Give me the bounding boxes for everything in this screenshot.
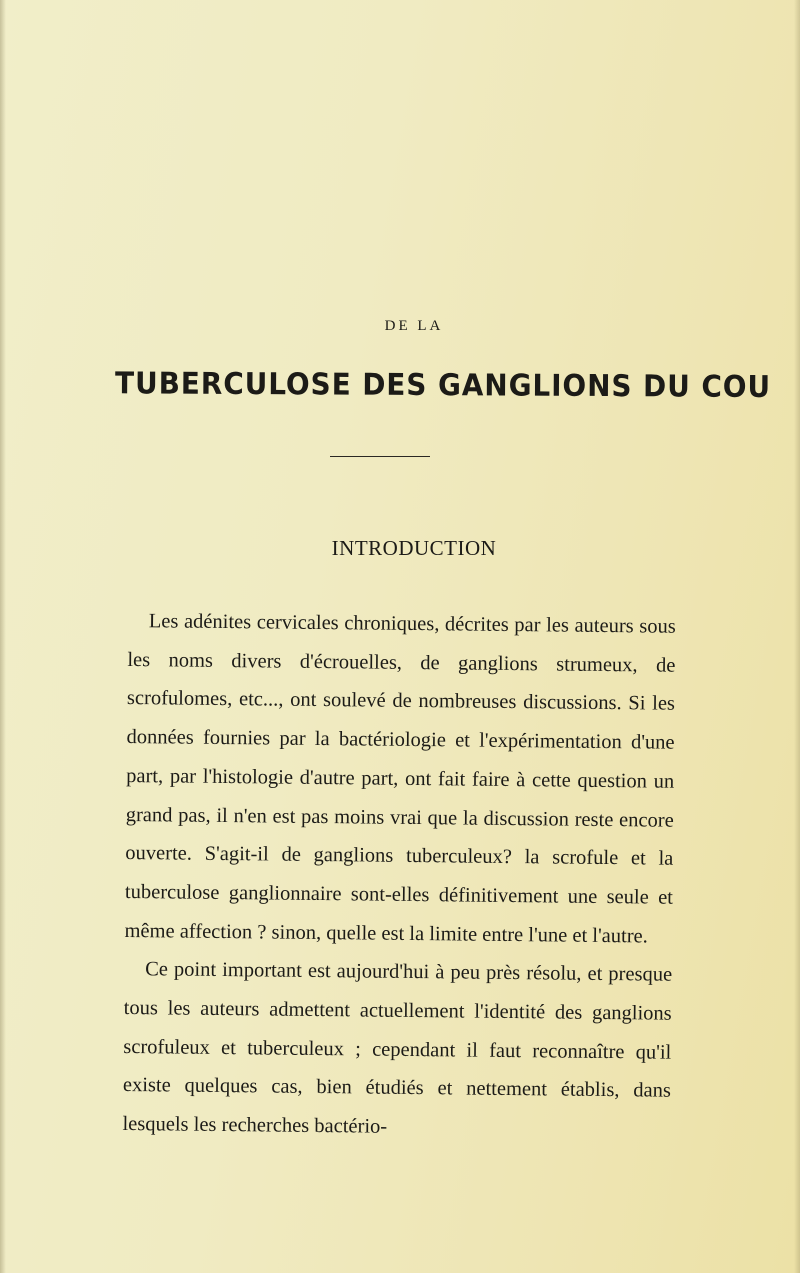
body-text	[122, 602, 676, 1150]
paragraph-2: Ce point important est aujourd'hui à peu près résolu, et presque tous les auteurs admettent actuellement l'identité des ganglions scrofuleux et tuberculeux ; cependant il faut reconnaître qu'il existe quelques cas, bien étudiés et nettement établis, dans lesquels les recherches bactério-	[122, 958, 673, 1138]
page-left-edge	[0, 0, 6, 1273]
paragraph-1: Les adénites cervicales chroniques, décrites par les auteurs sous les noms divers d'écrouelles, de ganglions strumeux, de scrofulomes, etc..., ont soulevé de nombreuses discussions. Si les données fournies par la bactériologie et l'expérimentation d'une part, par l'histologie d'autre part, ont fait faire à cette question un grand pas, il n'en est pas moins vrai que la discussion reste encore ouverte. S'agit-il de ganglions tuberculeux? la scrofule et la tuberculose ganglionnaire sont-elles définitivement une seule et même affection ? sinon, quelle est la limite entre l'une et l'autre.	[124, 610, 676, 948]
title-divider	[330, 456, 430, 457]
section-heading: INTRODUCTION	[331, 536, 497, 560]
page-title: TUBERCULOSE DES GANGLIONS DU COU	[115, 366, 772, 405]
title-kicker: DE LA	[384, 318, 444, 334]
page-right-edge	[794, 0, 800, 1273]
